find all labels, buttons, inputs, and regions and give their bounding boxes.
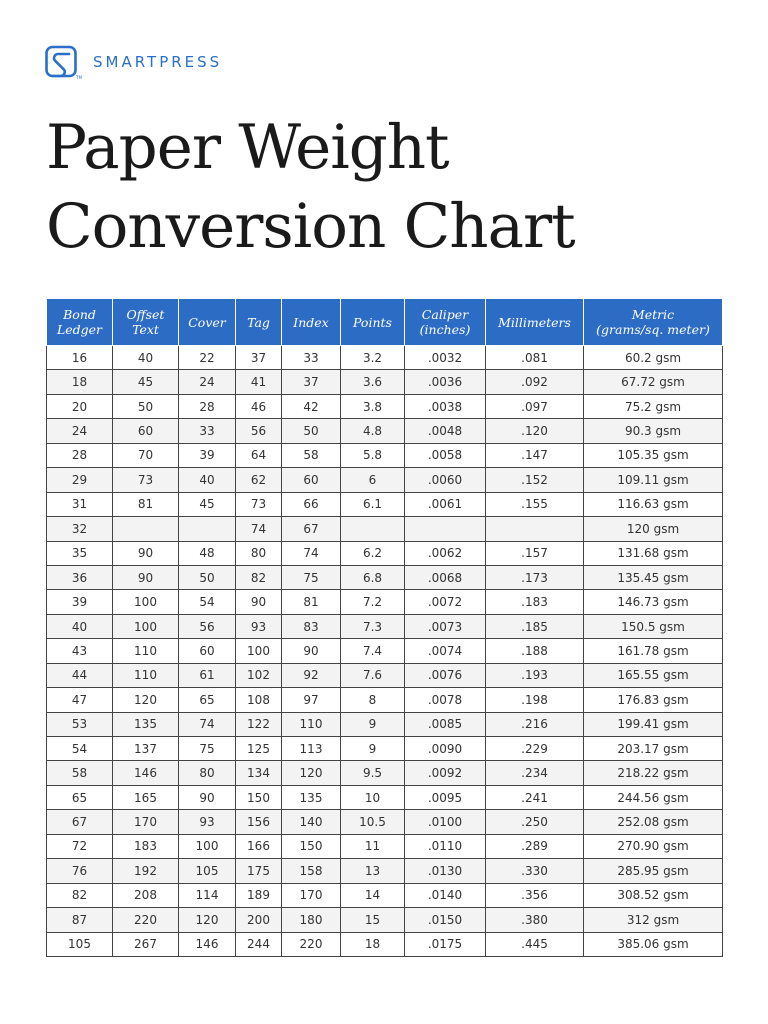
table-cell: 285.95 gsm bbox=[584, 859, 723, 883]
table-cell: 82 bbox=[47, 883, 113, 907]
column-header-text: Cover bbox=[188, 314, 226, 330]
table-cell: 135 bbox=[113, 712, 179, 736]
table-cell: .0110 bbox=[405, 834, 486, 858]
column-header-text: Offset bbox=[126, 307, 165, 322]
table-cell: 50 bbox=[282, 419, 341, 443]
table-cell: 37 bbox=[282, 370, 341, 394]
table-cell: 45 bbox=[179, 492, 236, 516]
table-cell: 116.63 gsm bbox=[584, 492, 723, 516]
table-cell: 53 bbox=[47, 712, 113, 736]
table-cell: 114 bbox=[179, 883, 236, 907]
table-cell: 7.4 bbox=[341, 639, 405, 663]
table-cell: 67.72 gsm bbox=[584, 370, 723, 394]
column-header-text: Points bbox=[353, 314, 392, 330]
table-cell: 58 bbox=[282, 443, 341, 467]
column-header-text: Millimeters bbox=[498, 314, 571, 330]
table-cell: .234 bbox=[486, 761, 584, 785]
table-row bbox=[47, 346, 723, 370]
table-row bbox=[47, 614, 723, 638]
table-cell: .081 bbox=[486, 346, 584, 370]
column-header-text: (grams/sq. meter) bbox=[596, 322, 710, 337]
column-header-text: Metric bbox=[631, 307, 675, 322]
table-cell: .380 bbox=[486, 908, 584, 932]
table-cell: 74 bbox=[282, 541, 341, 565]
table-cell: 70 bbox=[113, 443, 179, 467]
table-cell: .0085 bbox=[405, 712, 486, 736]
table-cell: 9 bbox=[341, 712, 405, 736]
table-cell: 252.08 gsm bbox=[584, 810, 723, 834]
table-cell: 47 bbox=[47, 688, 113, 712]
table-cell: 92 bbox=[282, 663, 341, 687]
table-cell: 67 bbox=[282, 517, 341, 541]
table-cell: 170 bbox=[113, 810, 179, 834]
table-cell: 72 bbox=[47, 834, 113, 858]
table-cell: .0068 bbox=[405, 565, 486, 589]
table-cell: .0058 bbox=[405, 443, 486, 467]
table-cell: 24 bbox=[47, 419, 113, 443]
table-cell: 7.3 bbox=[341, 614, 405, 638]
table-cell: 3.2 bbox=[341, 346, 405, 370]
table-cell: 105 bbox=[47, 932, 113, 956]
table-cell: 76 bbox=[47, 859, 113, 883]
table-cell: 24 bbox=[179, 370, 236, 394]
column-header bbox=[486, 299, 584, 346]
table-cell: .250 bbox=[486, 810, 584, 834]
table-cell: 110 bbox=[282, 712, 341, 736]
table-cell: 8 bbox=[341, 688, 405, 712]
table-cell: 40 bbox=[113, 346, 179, 370]
table-cell: .120 bbox=[486, 419, 584, 443]
column-header bbox=[236, 299, 282, 346]
table-cell: 3.6 bbox=[341, 370, 405, 394]
table-cell: 80 bbox=[179, 761, 236, 785]
table-cell: 267 bbox=[113, 932, 179, 956]
table-row bbox=[47, 859, 723, 883]
table-cell: 81 bbox=[282, 590, 341, 614]
table-cell: 7.2 bbox=[341, 590, 405, 614]
table-cell: .330 bbox=[486, 859, 584, 883]
table-cell: 175 bbox=[236, 859, 282, 883]
table-cell: .0048 bbox=[405, 419, 486, 443]
table-cell: .0073 bbox=[405, 614, 486, 638]
column-header-text: (inches) bbox=[419, 322, 471, 337]
brand-logo bbox=[45, 44, 222, 80]
table-row bbox=[47, 688, 723, 712]
table-cell: 244 bbox=[236, 932, 282, 956]
table-cell: 134 bbox=[236, 761, 282, 785]
table-cell: 6.1 bbox=[341, 492, 405, 516]
table-cell: .173 bbox=[486, 565, 584, 589]
column-header-text: Text bbox=[132, 322, 159, 337]
table-cell: .097 bbox=[486, 394, 584, 418]
table-row bbox=[47, 468, 723, 492]
table-row bbox=[47, 663, 723, 687]
table-cell: 200 bbox=[236, 908, 282, 932]
table-cell: .183 bbox=[486, 590, 584, 614]
table-cell: 54 bbox=[47, 737, 113, 761]
table-cell: .289 bbox=[486, 834, 584, 858]
table-cell: 60 bbox=[113, 419, 179, 443]
table-cell: .0175 bbox=[405, 932, 486, 956]
table-cell: 60 bbox=[179, 639, 236, 663]
table-cell: .356 bbox=[486, 883, 584, 907]
table-cell: 108 bbox=[236, 688, 282, 712]
table-cell: 74 bbox=[236, 517, 282, 541]
table-cell: 150 bbox=[282, 834, 341, 858]
table-row bbox=[47, 883, 723, 907]
table-cell: .241 bbox=[486, 785, 584, 809]
table-cell: 65 bbox=[179, 688, 236, 712]
table-cell: 45 bbox=[113, 370, 179, 394]
table-cell: 82 bbox=[236, 565, 282, 589]
table-cell: .198 bbox=[486, 688, 584, 712]
table-cell: 385.06 gsm bbox=[584, 932, 723, 956]
table-cell: 135.45 gsm bbox=[584, 565, 723, 589]
table-cell: 220 bbox=[282, 932, 341, 956]
table-cell: 135 bbox=[282, 785, 341, 809]
table-cell: 161.78 gsm bbox=[584, 639, 723, 663]
table-row bbox=[47, 517, 723, 541]
table-cell: 29 bbox=[47, 468, 113, 492]
table-cell: 165.55 gsm bbox=[584, 663, 723, 687]
table-cell: 13 bbox=[341, 859, 405, 883]
table-cell: .0095 bbox=[405, 785, 486, 809]
column-header-text: Bond bbox=[63, 307, 96, 322]
brand-name: SMARTPRESS bbox=[93, 53, 223, 71]
table-cell: 3.8 bbox=[341, 394, 405, 418]
table-cell: 189 bbox=[236, 883, 282, 907]
table-cell: .229 bbox=[486, 737, 584, 761]
table-cell: 6.8 bbox=[341, 565, 405, 589]
table-cell: 105.35 gsm bbox=[584, 443, 723, 467]
table-cell: .0061 bbox=[405, 492, 486, 516]
table-cell: 20 bbox=[47, 394, 113, 418]
table-cell: 90.3 gsm bbox=[584, 419, 723, 443]
table-cell: 120 bbox=[113, 688, 179, 712]
table-cell: .216 bbox=[486, 712, 584, 736]
table-cell: 60.2 gsm bbox=[584, 346, 723, 370]
table-cell: 100 bbox=[179, 834, 236, 858]
table-cell: 22 bbox=[179, 346, 236, 370]
table-cell: .0036 bbox=[405, 370, 486, 394]
column-header-text: Ledger bbox=[56, 322, 103, 337]
column-header bbox=[179, 299, 236, 346]
table-row bbox=[47, 834, 723, 858]
table-cell: .445 bbox=[486, 932, 584, 956]
table-cell: .185 bbox=[486, 614, 584, 638]
table-cell: .0092 bbox=[405, 761, 486, 785]
column-header-text: Index bbox=[293, 314, 329, 330]
table-row bbox=[47, 443, 723, 467]
table-cell: 120 bbox=[282, 761, 341, 785]
table-cell: 37 bbox=[236, 346, 282, 370]
table-cell: .0074 bbox=[405, 639, 486, 663]
table-row bbox=[47, 590, 723, 614]
table-cell: .092 bbox=[486, 370, 584, 394]
table-cell: 146 bbox=[113, 761, 179, 785]
conversion-table bbox=[46, 298, 723, 957]
table-cell: 93 bbox=[179, 810, 236, 834]
table-row bbox=[47, 419, 723, 443]
table-cell: 93 bbox=[236, 614, 282, 638]
table-cell: 56 bbox=[236, 419, 282, 443]
table-row bbox=[47, 785, 723, 809]
table-cell: .0130 bbox=[405, 859, 486, 883]
table-cell: 5.8 bbox=[341, 443, 405, 467]
table-cell: 74 bbox=[179, 712, 236, 736]
table-row bbox=[47, 394, 723, 418]
table-cell: 11 bbox=[341, 834, 405, 858]
table-cell: 75 bbox=[282, 565, 341, 589]
table-cell: 113 bbox=[282, 737, 341, 761]
table-cell: .157 bbox=[486, 541, 584, 565]
table-cell: 39 bbox=[179, 443, 236, 467]
table-cell: 150.5 gsm bbox=[584, 614, 723, 638]
table-cell: 156 bbox=[236, 810, 282, 834]
table-cell: 41 bbox=[236, 370, 282, 394]
table-cell: 90 bbox=[113, 565, 179, 589]
table-cell: 64 bbox=[236, 443, 282, 467]
table-cell: 31 bbox=[47, 492, 113, 516]
table-cell: 120 bbox=[179, 908, 236, 932]
table-cell: 270.90 gsm bbox=[584, 834, 723, 858]
table-cell: 183 bbox=[113, 834, 179, 858]
table-cell: 50 bbox=[113, 394, 179, 418]
table-row bbox=[47, 565, 723, 589]
table-cell: 42 bbox=[282, 394, 341, 418]
table-row bbox=[47, 908, 723, 932]
table-cell: .0100 bbox=[405, 810, 486, 834]
column-header bbox=[584, 299, 723, 346]
table-cell: 56 bbox=[179, 614, 236, 638]
table-cell bbox=[486, 517, 584, 541]
table-cell: .0032 bbox=[405, 346, 486, 370]
table-cell bbox=[113, 517, 179, 541]
table-row bbox=[47, 639, 723, 663]
table-cell: 10.5 bbox=[341, 810, 405, 834]
column-header bbox=[113, 299, 179, 346]
table-cell: 9 bbox=[341, 737, 405, 761]
table-cell: 87 bbox=[47, 908, 113, 932]
table-cell: 10 bbox=[341, 785, 405, 809]
table-cell: 176.83 gsm bbox=[584, 688, 723, 712]
table-cell: 125 bbox=[236, 737, 282, 761]
table-cell: 81 bbox=[113, 492, 179, 516]
table-cell: 65 bbox=[47, 785, 113, 809]
column-header bbox=[341, 299, 405, 346]
table-cell: 90 bbox=[236, 590, 282, 614]
table-cell: 60 bbox=[282, 468, 341, 492]
table-cell: .147 bbox=[486, 443, 584, 467]
table-cell: .0076 bbox=[405, 663, 486, 687]
table-cell: 165 bbox=[113, 785, 179, 809]
table-cell: 97 bbox=[282, 688, 341, 712]
table-cell: 110 bbox=[113, 663, 179, 687]
table-cell: .0140 bbox=[405, 883, 486, 907]
table-cell: 36 bbox=[47, 565, 113, 589]
table-cell: 90 bbox=[113, 541, 179, 565]
table-cell: 33 bbox=[282, 346, 341, 370]
table-cell bbox=[179, 517, 236, 541]
table-row bbox=[47, 932, 723, 956]
table-cell: 166 bbox=[236, 834, 282, 858]
table-cell: 39 bbox=[47, 590, 113, 614]
table-cell bbox=[405, 517, 486, 541]
table-cell: 199.41 gsm bbox=[584, 712, 723, 736]
table-cell: 73 bbox=[236, 492, 282, 516]
table-cell: 308.52 gsm bbox=[584, 883, 723, 907]
table-cell: 150 bbox=[236, 785, 282, 809]
table-cell: 220 bbox=[113, 908, 179, 932]
table-cell: 9.5 bbox=[341, 761, 405, 785]
table-cell: 15 bbox=[341, 908, 405, 932]
title-line-1: Paper Weight bbox=[46, 112, 449, 183]
column-header bbox=[47, 299, 113, 346]
table-cell: 100 bbox=[113, 590, 179, 614]
table-cell: 203.17 gsm bbox=[584, 737, 723, 761]
table-cell: 62 bbox=[236, 468, 282, 492]
table-cell: 83 bbox=[282, 614, 341, 638]
table-cell: .0072 bbox=[405, 590, 486, 614]
table-body bbox=[47, 346, 723, 957]
column-header-text: Tag bbox=[247, 314, 270, 330]
table-cell: .0062 bbox=[405, 541, 486, 565]
table-cell: 90 bbox=[282, 639, 341, 663]
table-cell: 46 bbox=[236, 394, 282, 418]
table-cell: 75 bbox=[179, 737, 236, 761]
table-cell: 105 bbox=[179, 859, 236, 883]
table-cell bbox=[341, 517, 405, 541]
table-cell: 54 bbox=[179, 590, 236, 614]
table-cell: .0090 bbox=[405, 737, 486, 761]
table-cell: 6 bbox=[341, 468, 405, 492]
table-row bbox=[47, 761, 723, 785]
table-cell: 58 bbox=[47, 761, 113, 785]
table-cell: 33 bbox=[179, 419, 236, 443]
table-cell: .0060 bbox=[405, 468, 486, 492]
table-cell: 50 bbox=[179, 565, 236, 589]
table-cell: 18 bbox=[341, 932, 405, 956]
table-cell: 244.56 gsm bbox=[584, 785, 723, 809]
table-cell: .188 bbox=[486, 639, 584, 663]
column-header bbox=[405, 299, 486, 346]
table-cell: 102 bbox=[236, 663, 282, 687]
table-cell: 170 bbox=[282, 883, 341, 907]
table-cell: 140 bbox=[282, 810, 341, 834]
column-header-text: Caliper bbox=[421, 307, 469, 322]
table-row bbox=[47, 810, 723, 834]
table-cell: .193 bbox=[486, 663, 584, 687]
table-cell: .155 bbox=[486, 492, 584, 516]
table-cell: 120 gsm bbox=[584, 517, 723, 541]
table-cell: 73 bbox=[113, 468, 179, 492]
table-cell: 180 bbox=[282, 908, 341, 932]
table-row bbox=[47, 712, 723, 736]
table-cell: 146.73 gsm bbox=[584, 590, 723, 614]
table-cell: 192 bbox=[113, 859, 179, 883]
table-cell: 100 bbox=[113, 614, 179, 638]
table-cell: 218.22 gsm bbox=[584, 761, 723, 785]
table-row bbox=[47, 737, 723, 761]
table-row bbox=[47, 370, 723, 394]
table-cell: 208 bbox=[113, 883, 179, 907]
table-cell: .152 bbox=[486, 468, 584, 492]
table-cell: 28 bbox=[179, 394, 236, 418]
table-cell: 75.2 gsm bbox=[584, 394, 723, 418]
table-row bbox=[47, 492, 723, 516]
table-cell: 28 bbox=[47, 443, 113, 467]
page-title bbox=[46, 108, 575, 266]
table-cell: 158 bbox=[282, 859, 341, 883]
table-cell: 312 gsm bbox=[584, 908, 723, 932]
column-header bbox=[282, 299, 341, 346]
table-cell: 100 bbox=[236, 639, 282, 663]
table-cell: 146 bbox=[179, 932, 236, 956]
table-cell: 16 bbox=[47, 346, 113, 370]
table-cell: 90 bbox=[179, 785, 236, 809]
table-header-row bbox=[47, 299, 723, 346]
table-cell: 80 bbox=[236, 541, 282, 565]
table-cell: 137 bbox=[113, 737, 179, 761]
table-cell: 40 bbox=[179, 468, 236, 492]
table-row bbox=[47, 541, 723, 565]
table-cell: 4.8 bbox=[341, 419, 405, 443]
table-cell: 6.2 bbox=[341, 541, 405, 565]
table-cell: 48 bbox=[179, 541, 236, 565]
smartpress-logo-icon bbox=[45, 44, 81, 80]
table-cell: 32 bbox=[47, 517, 113, 541]
table-cell: 131.68 gsm bbox=[584, 541, 723, 565]
title-line-2: Conversion Chart bbox=[46, 191, 575, 262]
table-cell: 7.6 bbox=[341, 663, 405, 687]
table-cell: 44 bbox=[47, 663, 113, 687]
table-cell: 14 bbox=[341, 883, 405, 907]
table-cell: 18 bbox=[47, 370, 113, 394]
svg-text:TM: TM bbox=[76, 75, 82, 80]
table-cell: 67 bbox=[47, 810, 113, 834]
table-cell: 66 bbox=[282, 492, 341, 516]
table-cell: 43 bbox=[47, 639, 113, 663]
table-cell: .0038 bbox=[405, 394, 486, 418]
table-cell: 122 bbox=[236, 712, 282, 736]
table-cell: .0150 bbox=[405, 908, 486, 932]
table-cell: 109.11 gsm bbox=[584, 468, 723, 492]
table-cell: 110 bbox=[113, 639, 179, 663]
table-cell: .0078 bbox=[405, 688, 486, 712]
table-cell: 61 bbox=[179, 663, 236, 687]
table-cell: 40 bbox=[47, 614, 113, 638]
table-cell: 35 bbox=[47, 541, 113, 565]
